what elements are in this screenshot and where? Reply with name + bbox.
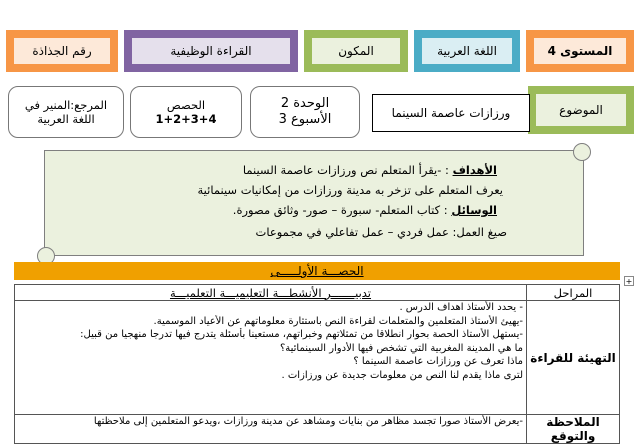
unit-week-box (250, 86, 360, 138)
goal-1: : -يقرأ المتعلم نص ورزازات عاصمة السينما (242, 163, 449, 177)
topic-value-box (372, 94, 530, 132)
session-bar (14, 262, 620, 280)
anchor-icon: + (625, 277, 633, 286)
objectives-scroll (44, 150, 584, 256)
level-text: المستوى 4 (547, 44, 613, 58)
activity-line: ما هي المدينة المغربية التي تشخص فيها الأدوار السينمائية؟ (279, 342, 523, 354)
activity-line: ماذا تعرف عن ورزازات عاصمة السينما ؟ (353, 356, 523, 367)
reference-box (8, 86, 124, 138)
component-tab (304, 30, 408, 72)
sheet-number-label: رقم الجذاذة (32, 44, 92, 58)
activity-line: لترى ماذا يقدم لنا النص من معلومات جديدة عن ورزازات . (281, 369, 523, 381)
component-label: المكون (338, 44, 374, 58)
reference-line2: اللغة العربية (37, 112, 95, 126)
header-activities: تدبيـــــــر الأنشطـــة التعليميـــة التعلميـــة (15, 285, 527, 301)
component-value-tab (124, 30, 298, 72)
activity-line: -يهيئ الأستاذ المتعلمين والمتعلمات لقراءة النص باستثارة معلوماتهم عن الأعياد الموسمية. (153, 315, 523, 327)
table-row (15, 301, 620, 415)
sheet-number-tab (6, 30, 118, 72)
stage-label: الملاحظة والتوقع (546, 415, 600, 443)
activity-line: - يحدد الأستاذ اهداف الدرس . (399, 302, 523, 313)
header-stages: المراحل (527, 285, 620, 301)
sessions-value: 1+2+3+4 (155, 112, 217, 126)
scroll-curl-right (573, 143, 591, 161)
activities-cell (15, 301, 527, 415)
component-value: القراءة الوظيفية (170, 44, 252, 58)
sessions-box (130, 86, 242, 138)
unit-text: الوحدة 2 (280, 95, 330, 111)
session-title: الحصـــة الأولـــــى (270, 264, 364, 278)
means-label: الوسائل (451, 203, 497, 217)
topic-tab (528, 86, 634, 134)
goal-2: يعرف المتعلم على تزخر به مدينة ورزازات من إمكانيات سينمائية (197, 183, 503, 197)
sessions-label: الحصص (166, 97, 206, 112)
topic-value: ورزازات عاصمة السينما (391, 106, 511, 120)
activities-cell (15, 415, 527, 444)
stage-cell (527, 301, 620, 415)
week-text: الأسبوع 3 (278, 112, 332, 127)
activity-line: -يستهل الأستاذ الحصة بحوار انطلاقا من تمثلاتهم وخبراتهم، مستعينا بأسئلة يتدرج فيها تدرجا منهجيا من قبيل: (80, 329, 523, 340)
level-tab (526, 30, 634, 72)
topic-label: الموضوع (559, 103, 603, 117)
activity-line: -يعرض الأستاذ صورا تجسد مظاهر من بنايات ومشاهد عن مدينة ورزازات ،ويدعو المتعلمين إلى ملاحظتها (93, 416, 523, 427)
reference-line1: المرجع:المنير في (24, 97, 108, 112)
subject-text: اللغة العربية (437, 44, 497, 58)
activities-table (14, 284, 620, 444)
table-header-row (15, 285, 620, 301)
stage-cell (527, 415, 620, 444)
subject-tab (414, 30, 520, 72)
goals-label: الأهداف (452, 163, 497, 177)
stage-label: التهيئة للقراءة (530, 350, 616, 365)
means-value: : كتاب المتعلم- سبورة – صور- وثائق مصورة. (232, 203, 448, 217)
work-forms: صيغ العمل: عمل فردي – عمل تفاعلي في مجموعات (255, 225, 507, 239)
table-row (15, 415, 620, 444)
